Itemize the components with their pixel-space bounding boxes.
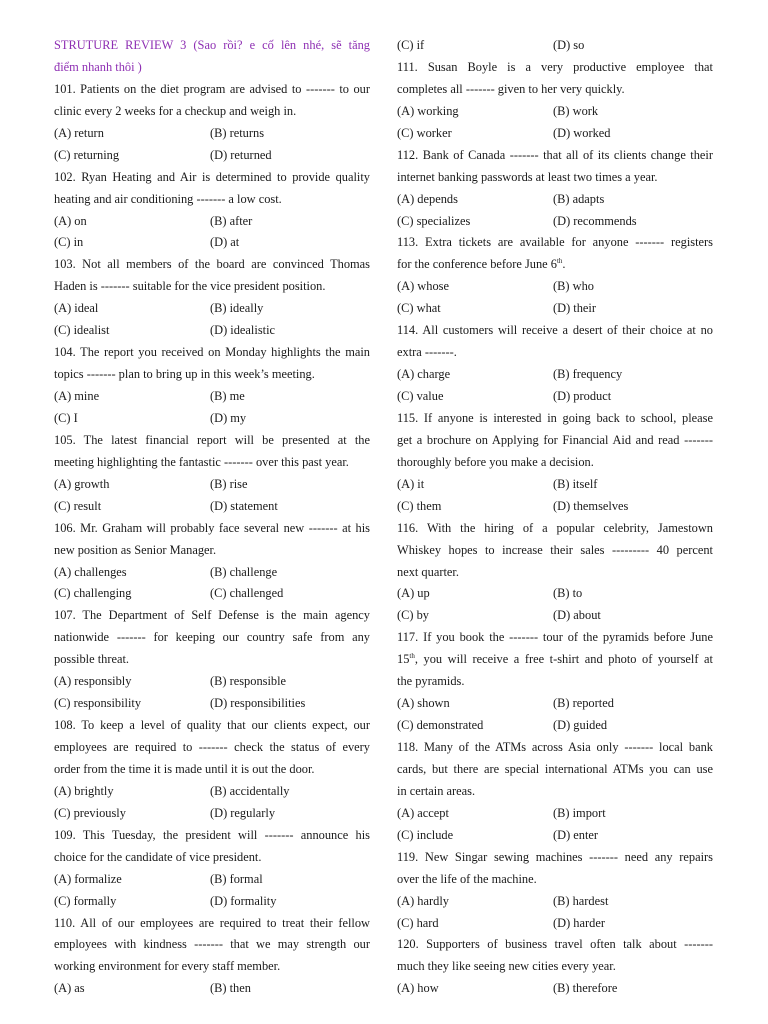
option-c: (C) result bbox=[54, 498, 102, 513]
option-b: (B) accidentally bbox=[210, 783, 290, 798]
option-c: (C) challenging bbox=[54, 586, 132, 601]
question-text: employees with kindness ------- that we may strength our bbox=[54, 937, 370, 952]
option-row-continued bbox=[397, 35, 713, 57]
option-a: (A) up bbox=[397, 586, 430, 601]
question-120 bbox=[397, 934, 713, 1000]
question-118 bbox=[397, 737, 713, 847]
option-b: (B) reported bbox=[553, 696, 614, 711]
option-b: (B) responsible bbox=[210, 674, 287, 689]
option-c: (C) idealist bbox=[54, 323, 110, 338]
option-a: (A) working bbox=[397, 103, 459, 118]
question-text: thoroughly before you make a decision. bbox=[397, 454, 594, 469]
option-row bbox=[54, 671, 370, 693]
option-row bbox=[397, 693, 713, 715]
question-text: 120. Supporters of business travel often talk about ------- bbox=[397, 937, 713, 952]
question-106 bbox=[54, 518, 370, 606]
option-c: (C) if bbox=[397, 38, 425, 52]
question-text: next quarter. bbox=[397, 564, 459, 579]
option-a: (A) formalize bbox=[54, 871, 122, 886]
option-b: (B) work bbox=[553, 103, 599, 118]
option-d: (D) harder bbox=[553, 915, 605, 930]
option-row bbox=[397, 386, 713, 408]
option-c: (C) by bbox=[397, 608, 430, 623]
option-row bbox=[397, 978, 713, 1000]
option-row bbox=[54, 232, 370, 254]
question-108 bbox=[54, 715, 370, 825]
option-row bbox=[397, 474, 713, 496]
question-text: new position as Senior Manager. bbox=[54, 542, 217, 557]
option-row bbox=[397, 605, 713, 627]
option-a: (A) on bbox=[54, 213, 87, 228]
question-text: Whiskey hopes to increase their sales --------- 40 percent bbox=[397, 542, 713, 557]
question-text: employees are required to ------- check the status of every bbox=[54, 740, 370, 754]
question-text: get a brochure on Applying for Financial Aid and read ------- bbox=[397, 432, 713, 447]
option-d: (C) challenged bbox=[210, 586, 284, 601]
option-a: (A) depends bbox=[397, 191, 458, 206]
question-text: much they like seeing new cities every year. bbox=[397, 959, 616, 974]
question-text: in certain areas. bbox=[397, 783, 476, 798]
question-text: nationwide ------- for keeping our country safe from any bbox=[54, 630, 370, 645]
question-text: 102. Ryan Heating and Air is determined to provide quality bbox=[54, 169, 370, 184]
option-b: (B) returns bbox=[210, 125, 265, 140]
question-117 bbox=[397, 627, 713, 737]
option-c: (C) worker bbox=[397, 125, 452, 140]
question-text-fragment: . bbox=[562, 257, 566, 272]
question-text: 114. All customers will receive a desert of their choice at no bbox=[397, 323, 713, 338]
question-105 bbox=[54, 430, 370, 518]
option-d: (D) their bbox=[553, 301, 597, 316]
option-d: (D) at bbox=[210, 235, 240, 250]
option-c: (C) them bbox=[397, 498, 442, 513]
question-text bbox=[397, 254, 713, 276]
option-a: (A) hardly bbox=[397, 893, 449, 908]
question-text bbox=[397, 649, 713, 671]
option-row bbox=[54, 298, 370, 320]
option-d: (D) idealistic bbox=[210, 323, 276, 338]
option-d: (D) returned bbox=[210, 147, 272, 162]
option-b: (B) formal bbox=[210, 871, 263, 886]
option-c: (C) I bbox=[54, 410, 78, 425]
option-a: (A) responsibly bbox=[54, 674, 132, 689]
option-b: (B) ideally bbox=[210, 301, 264, 316]
option-a: (A) brightly bbox=[54, 783, 114, 798]
option-row bbox=[54, 123, 370, 145]
option-a: (A) whose bbox=[397, 279, 449, 294]
option-c: (C) specializes bbox=[397, 213, 471, 228]
option-d: (D) regularly bbox=[210, 805, 276, 820]
question-text: 101. Patients on the diet program are advised to ------- to our bbox=[54, 81, 370, 96]
option-row bbox=[54, 145, 370, 167]
question-text: over the life of the machine. bbox=[397, 871, 537, 886]
option-row bbox=[397, 189, 713, 211]
question-109 bbox=[54, 825, 370, 913]
option-row bbox=[397, 891, 713, 913]
option-row bbox=[54, 781, 370, 803]
option-row bbox=[54, 211, 370, 233]
question-text: 105. The latest financial report will be presented at the bbox=[54, 432, 370, 447]
question-text: 110. All of our employees are required to treat their fellow bbox=[54, 915, 370, 930]
option-row bbox=[397, 123, 713, 145]
option-b: (B) frequency bbox=[553, 367, 623, 382]
option-row bbox=[397, 298, 713, 320]
question-text: cards, but there are special international ATMs you can use bbox=[397, 761, 713, 776]
option-row bbox=[397, 803, 713, 825]
option-row bbox=[397, 583, 713, 605]
question-text: 117. If you book the ------- tour of the pyramids before June bbox=[397, 630, 713, 645]
option-b: (B) challenge bbox=[210, 564, 278, 579]
option-d: (D) my bbox=[210, 410, 247, 425]
option-c: (C) previously bbox=[54, 805, 126, 820]
question-text-fragment: 15 bbox=[397, 652, 410, 667]
option-a: (A) it bbox=[397, 476, 425, 491]
option-b: (B) itself bbox=[553, 476, 598, 491]
question-text: 108. To keep a level of quality that our clients expect, our bbox=[54, 718, 370, 733]
option-c: (C) in bbox=[54, 235, 84, 250]
question-text: clinic every 2 weeks for a checkup and weigh in. bbox=[54, 103, 297, 118]
document-title-line-2: điểm nhanh thôi ) bbox=[54, 59, 142, 74]
option-row bbox=[397, 211, 713, 233]
option-a: (A) growth bbox=[54, 476, 110, 491]
option-row bbox=[54, 408, 370, 430]
question-text: 116. With the hiring of a popular celebrity, Jamestown bbox=[397, 520, 713, 535]
option-d: (D) responsibilities bbox=[210, 696, 306, 711]
question-text: 118. Many of the ATMs across Asia only ------- local bank bbox=[397, 740, 713, 754]
option-b: (B) hardest bbox=[553, 893, 609, 908]
option-row bbox=[54, 891, 370, 913]
option-d: (D) recommends bbox=[553, 213, 637, 228]
option-c: (C) include bbox=[397, 827, 454, 842]
question-111 bbox=[397, 57, 713, 145]
option-c: (C) returning bbox=[54, 147, 120, 162]
option-b: (B) after bbox=[210, 213, 253, 228]
option-b: (B) adapts bbox=[553, 191, 605, 206]
ordinal-superscript: th bbox=[556, 257, 563, 266]
option-row bbox=[397, 276, 713, 298]
option-d: (D) enter bbox=[553, 827, 599, 842]
option-row bbox=[397, 715, 713, 737]
option-a: (A) accept bbox=[397, 805, 449, 820]
option-c: (C) value bbox=[397, 389, 444, 403]
option-a: (A) mine bbox=[54, 389, 100, 403]
option-row bbox=[397, 364, 713, 386]
option-b: (B) therefore bbox=[553, 981, 618, 996]
question-104 bbox=[54, 342, 370, 430]
option-d: (D) themselves bbox=[553, 498, 629, 513]
question-103 bbox=[54, 254, 370, 342]
option-row bbox=[54, 386, 370, 408]
question-text: 111. Susan Boyle is a very productive employee that bbox=[397, 59, 713, 74]
option-a: (A) return bbox=[54, 125, 104, 140]
option-row bbox=[54, 320, 370, 342]
option-row bbox=[397, 825, 713, 847]
question-text: order from the time it is made until it is out the door. bbox=[54, 761, 315, 776]
option-row bbox=[54, 562, 370, 584]
question-107 bbox=[54, 605, 370, 715]
question-text: meeting highlighting the fantastic ------- over this past year. bbox=[54, 454, 349, 469]
right-column bbox=[397, 35, 713, 1000]
option-b: (B) me bbox=[210, 389, 245, 403]
option-a: (A) ideal bbox=[54, 301, 99, 316]
option-c: (C) formally bbox=[54, 893, 117, 908]
question-text: possible threat. bbox=[54, 652, 130, 667]
question-113 bbox=[397, 232, 713, 320]
question-text: the pyramids. bbox=[397, 674, 465, 689]
question-112 bbox=[397, 145, 713, 233]
option-d: (D) formality bbox=[210, 893, 277, 908]
question-text: completes all ------- given to her very quickly. bbox=[397, 81, 625, 96]
question-text: heating and air conditioning ------- a low cost. bbox=[54, 191, 282, 206]
option-c: (C) responsibility bbox=[54, 696, 142, 711]
question-101 bbox=[54, 79, 370, 167]
question-text: choice for the candidate of vice president. bbox=[54, 849, 262, 864]
option-d: (D) product bbox=[553, 389, 612, 403]
question-text: 112. Bank of Canada ------- that all of its clients change their bbox=[397, 147, 713, 162]
question-119 bbox=[397, 847, 713, 935]
question-115 bbox=[397, 408, 713, 518]
option-a: (A) challenges bbox=[54, 564, 127, 579]
question-text: topics ------- plan to bring up in this week’s meeting. bbox=[54, 367, 315, 382]
option-d: (D) guided bbox=[553, 718, 608, 733]
option-d: (D) so bbox=[553, 38, 585, 52]
option-d: (D) about bbox=[553, 608, 601, 623]
question-102 bbox=[54, 167, 370, 255]
option-d: (D) worked bbox=[553, 125, 611, 140]
option-row bbox=[397, 913, 713, 935]
option-b: (B) to bbox=[553, 586, 583, 601]
question-text: 106. Mr. Graham will probably face several new ------- at his bbox=[54, 520, 370, 535]
option-row bbox=[54, 583, 370, 605]
option-row bbox=[397, 496, 713, 518]
question-text: 115. If anyone is interested in going back to school, please bbox=[397, 410, 713, 425]
question-text: 104. The report you received on Monday highlights the main bbox=[54, 345, 370, 360]
question-text: 103. Not all members of the board are convinced Thomas bbox=[54, 257, 370, 272]
option-c: (C) what bbox=[397, 301, 441, 316]
question-text: Haden is ------- suitable for the vice president position. bbox=[54, 279, 326, 294]
option-a: (A) as bbox=[54, 981, 85, 996]
question-text: 119. New Singar sewing machines ------- need any repairs bbox=[397, 849, 713, 864]
question-text: working environment for every staff member. bbox=[54, 959, 281, 974]
question-text: 109. This Tuesday, the president will ------- announce his bbox=[54, 827, 370, 842]
option-row bbox=[397, 101, 713, 123]
question-text-fragment: for the conference before June 6 bbox=[397, 257, 557, 272]
option-b: (B) rise bbox=[210, 476, 248, 491]
option-b: (B) then bbox=[210, 981, 251, 996]
document-title-line-1: STRUTURE REVIEW 3 (Sao rồi? e cố lên nhé, sẽ tăng bbox=[54, 38, 370, 52]
option-a: (A) shown bbox=[397, 696, 450, 711]
question-114 bbox=[397, 320, 713, 408]
option-c: (C) hard bbox=[397, 915, 439, 930]
option-row bbox=[54, 869, 370, 891]
option-a: (A) how bbox=[397, 981, 439, 996]
option-row bbox=[54, 978, 370, 1000]
option-b: (B) import bbox=[553, 805, 606, 820]
question-text: extra -------. bbox=[397, 345, 457, 360]
question-text: 113. Extra tickets are available for anyone ------- registers bbox=[397, 235, 713, 250]
question-text: 107. The Department of Self Defense is the main agency bbox=[54, 608, 370, 623]
left-column bbox=[54, 35, 370, 1000]
question-116 bbox=[397, 518, 713, 628]
option-d: (D) statement bbox=[210, 498, 278, 513]
option-row bbox=[54, 803, 370, 825]
option-c: (C) demonstrated bbox=[397, 718, 484, 733]
question-text: internet banking passwords at least two times a year. bbox=[397, 169, 658, 184]
option-a: (A) charge bbox=[397, 367, 451, 382]
option-row bbox=[54, 693, 370, 715]
question-text-fragment: , you will receive a free t-shirt and photo of yourself at bbox=[414, 652, 713, 667]
option-b: (B) who bbox=[553, 279, 594, 294]
option-row bbox=[54, 474, 370, 496]
ordinal-superscript: th bbox=[409, 652, 415, 661]
question-110 bbox=[54, 913, 370, 1001]
option-row bbox=[54, 496, 370, 518]
